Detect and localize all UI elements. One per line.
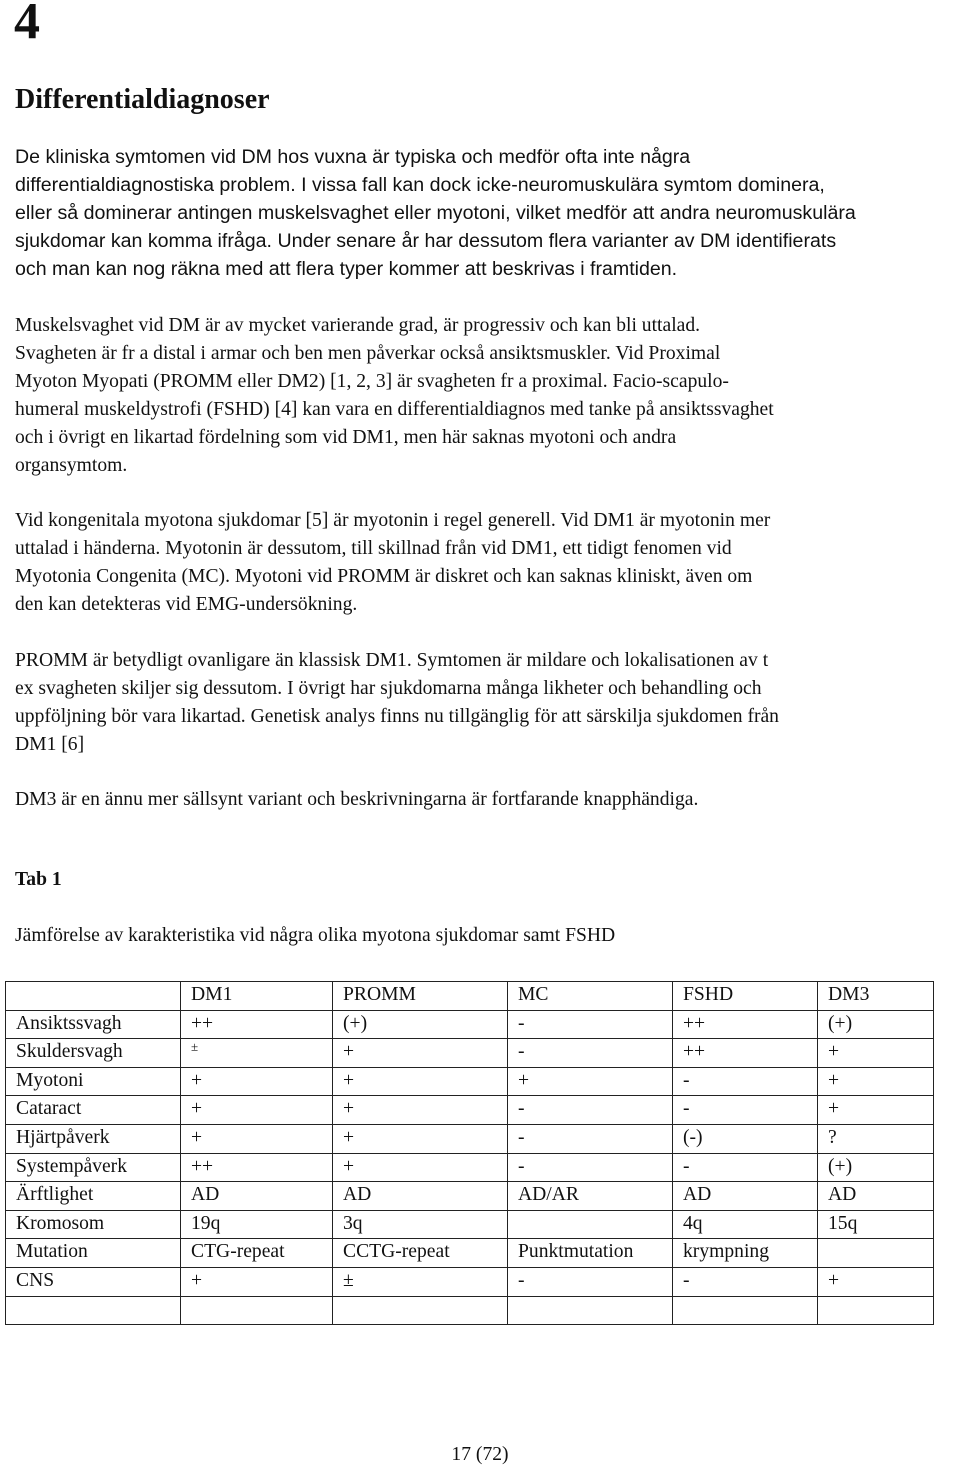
paragraph-muscle-weakness [15,312,960,479]
table-cell: 19q [181,1210,333,1239]
paragraph-line: Myoton Myopati (PROMM eller DM2) [1, 2, 3] är svagheten fr a proximal. Facio-scapulo- [15,370,729,392]
row-label-cell [6,982,181,1011]
table-cell: CTG-repeat [181,1239,333,1268]
paragraph-line: Vid kongenitala myotona sjukdomar [5] är myotonin i regel generell. Vid DM1 är myotonin mer [15,510,771,531]
table-cell: + [333,1067,508,1096]
chapter-number: 4 [14,0,40,50]
table-cell: + [818,1096,934,1125]
table-cell: (+) [818,1153,934,1182]
paragraph-line: sjukdomar kan komma ifråga. Under senare år har dessutom flera varianter av DM identifierats [15,229,837,252]
table-cell: CCTG-repeat [333,1239,508,1268]
table-cell: (-) [673,1124,818,1153]
table-cell: ++ [673,1039,818,1068]
table-row [6,1182,934,1211]
table-row [6,1239,934,1268]
table-cell: AD [181,1182,333,1211]
table-cell: + [333,1153,508,1182]
table-cell: + [181,1096,333,1125]
table-cell: ++ [181,1010,333,1039]
table-cell [508,1210,673,1239]
paragraph-line: ex svagheten skiljer sig dessutom. I övrigt har sjukdomarna många likheter och behandling och [15,677,762,699]
paragraph-line: och man kan nog räkna med att flera typer kommer att beskrivas i framtiden. [15,257,678,280]
paragraph-dm3 [15,786,960,814]
paragraph-line: uttalad i händerna. Myotonin är dessutom, till skillnad från vid DM1, ett tidigt fenomen vid [15,537,732,559]
table-cell [181,1296,333,1325]
table-header-row [6,982,934,1011]
table-row [6,1124,934,1153]
table-cell: + [181,1067,333,1096]
page-title: Differentialdiagnoser [15,84,270,115]
table-cell: - [673,1067,818,1096]
row-label-cell: Hjärtpåverk [6,1124,181,1153]
paragraph-line: DM3 är en ännu mer sällsynt variant och beskrivningarna är fortfarande knapphändiga. [15,789,699,810]
row-label-cell: Ansiktssvagh [6,1010,181,1039]
table-cell: (+) [818,1010,934,1039]
table-cell [673,1296,818,1325]
table-row [6,1039,934,1068]
row-label-cell: Systempåverk [6,1153,181,1182]
paragraph-line: och i övrigt en likartad fördelning som vid DM1, men här saknas myotoni och andra [15,426,677,448]
table-cell: + [818,1067,934,1096]
paragraph-line: Muskelsvaghet vid DM är av mycket varierande grad, är progressiv och kan bli uttalad. [15,315,701,336]
table-cell: + [333,1124,508,1153]
table-cell: - [673,1267,818,1296]
table-cell [508,1296,673,1325]
paragraph-line: Svagheten är fr a distal i armar och ben men påverkar också ansiktsmuskler. Vid Proximal [15,342,721,364]
table-cell: ++ [673,1010,818,1039]
table-cell: krympning [673,1239,818,1268]
paragraph-line: differentialdiagnostiska problem. I vissa fall kan dock icke-neuromuskulära symtom dominera, [15,173,825,196]
table-cell: DM1 [181,982,333,1011]
row-label-cell [6,1296,181,1325]
table-cell [818,1296,934,1325]
row-label-cell: CNS [6,1267,181,1296]
row-label-cell: Mutation [6,1239,181,1268]
comparison-table [5,981,934,1325]
paragraph-congenital-myotonia [15,507,960,619]
table-caption: Jämförelse av karakteristika vid några olika myotona sjukdomar samt FSHD [15,925,616,946]
table-cell: + [818,1267,934,1296]
table-row [6,1267,934,1296]
table-cell: + [181,1267,333,1296]
table-label: Tab 1 [15,869,62,890]
table-cell: (+) [333,1010,508,1039]
plus-minus-symbol: ± [191,1039,199,1055]
table-cell [333,1296,508,1325]
paragraph-intro [15,144,960,284]
table-cell: ++ [181,1153,333,1182]
row-label-cell: Cataract [6,1096,181,1125]
table-row [6,1296,934,1325]
paragraph-line: humeral muskeldystrofi (FSHD) [4] kan vara en differentialdiagnos med tanke på ansiktssvaghet [15,398,774,420]
table-cell: 4q [673,1210,818,1239]
table-cell: DM3 [818,982,934,1011]
table-cell: AD/AR [508,1182,673,1211]
table-cell: FSHD [673,982,818,1011]
paragraph-line: eller så dominerar antingen muskelsvaghet eller myotoni, vilket medför att andra neuromuskulära [15,201,856,224]
table-row [6,1096,934,1125]
table-cell: MC [508,982,673,1011]
table-cell: Punktmutation [508,1239,673,1268]
paragraph-line: De kliniska symtomen vid DM hos vuxna är typiska och medför ofta inte några [15,146,691,168]
paragraph-line: den kan detekteras vid EMG-undersökning. [15,593,358,615]
table-cell: - [508,1010,673,1039]
paragraph-line: Myotonia Congenita (MC). Myotoni vid PROMM är diskret och kan saknas kliniskt, även om [15,565,753,587]
table-cell: + [818,1039,934,1068]
row-label-cell: Ärftlighet [6,1182,181,1211]
table-cell: - [508,1096,673,1125]
table-row [6,1010,934,1039]
table-row [6,1067,934,1096]
paragraph-line: DM1 [6] [15,733,85,755]
table-cell: + [333,1039,508,1068]
table-cell: - [673,1153,818,1182]
table-row [6,1210,934,1239]
table-cell [181,1039,333,1068]
table-cell: + [333,1096,508,1125]
table-row [6,1153,934,1182]
table-cell: ? [818,1124,934,1153]
table-cell: 3q [333,1210,508,1239]
row-label-cell: Skuldersvagh [6,1039,181,1068]
table-cell: AD [818,1182,934,1211]
table-cell: - [508,1267,673,1296]
paragraph-line: PROMM är betydligt ovanligare än klassisk DM1. Symtomen är mildare och lokalisationen av t [15,650,769,671]
table-cell: - [508,1153,673,1182]
paragraph-line: uppföljning bör vara likartad. Genetisk analys finns nu tillgänglig för att särskilja sjukdomen från [15,705,779,727]
row-label-cell: Myotoni [6,1067,181,1096]
table-cell: - [673,1096,818,1125]
table-cell: AD [333,1182,508,1211]
table-cell: ± [333,1267,508,1296]
table-cell [818,1239,934,1268]
paragraph-promm [15,647,960,759]
paragraph-line: organsymtom. [15,454,128,476]
table-cell: 15q [818,1210,934,1239]
row-label-cell: Kromosom [6,1210,181,1239]
table-cell: PROMM [333,982,508,1011]
table-cell: + [508,1067,673,1096]
table-cell: - [508,1039,673,1068]
table-cell: AD [673,1182,818,1211]
page-number: 17 (72) [451,1444,509,1465]
table-cell: + [181,1124,333,1153]
table-cell: - [508,1124,673,1153]
